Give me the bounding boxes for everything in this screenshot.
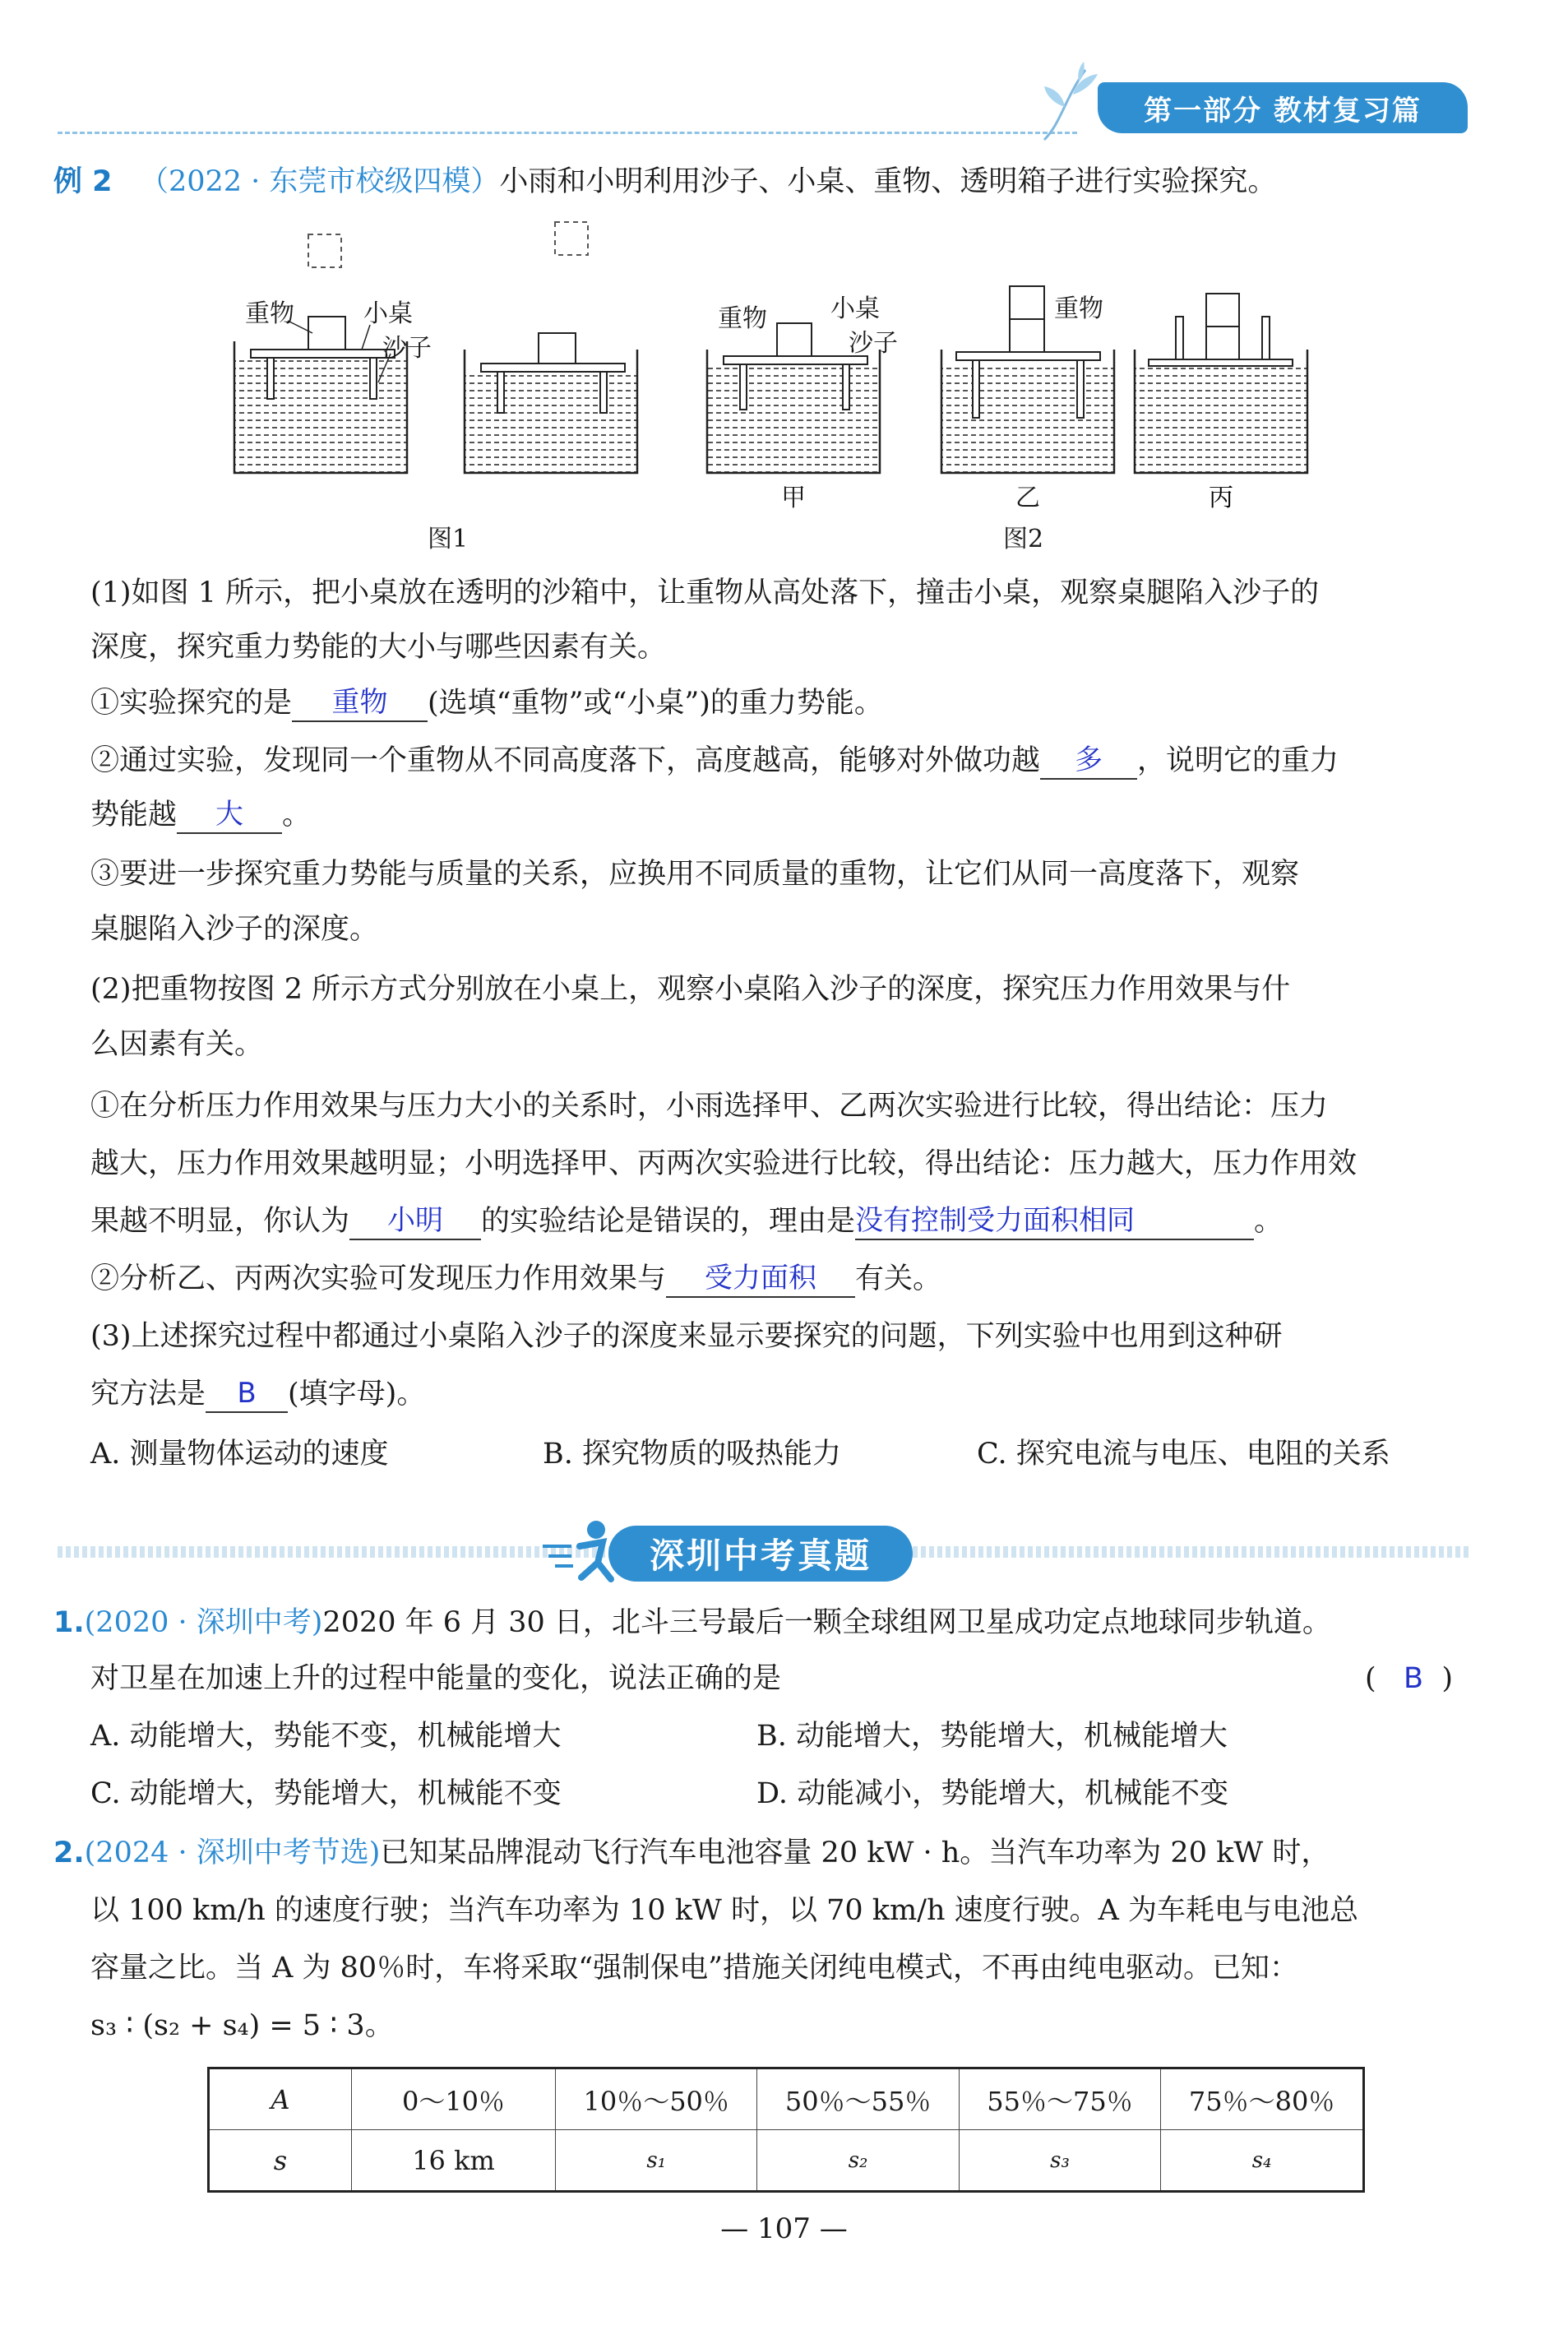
- header-divider: [58, 132, 1077, 134]
- example-stem: 小雨和小明利用沙子、小桌、重物、透明箱子进行实验探究。: [499, 165, 1277, 198]
- fig2-label-jia: 甲: [781, 484, 806, 512]
- table-cell: 50％～55％: [757, 2068, 959, 2130]
- question1-option-b: B. 动能增大，势能增大，机械能增大: [756, 1720, 1228, 1753]
- question1-option-d: D. 动能减小，势能增大，机械能不变: [756, 1777, 1229, 1810]
- question1-answer-bracket: [1365, 1660, 1453, 1698]
- part3-answer: B: [237, 1377, 257, 1410]
- part1-q1-text-a: ①实验探究的是: [90, 687, 293, 720]
- table-row: [209, 2068, 1364, 2130]
- table-cell: 10％～50％: [556, 2068, 757, 2130]
- fig1-setup-a: [234, 234, 432, 473]
- table-cell: 75％～80％: [1161, 2068, 1364, 2130]
- experiment-figure: [222, 210, 1126, 555]
- example-source: （2022 · 东莞市校级四模）: [139, 165, 500, 198]
- part1-q2-answer1: 多: [1075, 743, 1103, 776]
- part1-q2-text-d: 。: [282, 799, 312, 831]
- table-cell: s₄: [1161, 2130, 1364, 2192]
- table-cell: 0～10％: [352, 2068, 556, 2130]
- question2-line1: [53, 1834, 1330, 1872]
- part3-option-b: B. 探究物质的吸热能力: [543, 1438, 841, 1471]
- question1-answer: B: [1404, 1662, 1424, 1695]
- part2-q2: [90, 1260, 941, 1298]
- part2-q2-blank: [666, 1262, 855, 1298]
- fig2-label-sand: 沙子: [849, 329, 898, 358]
- part1-q1: [90, 684, 883, 722]
- part1-q2-text-a: ②通过实验，发现同一个重物从不同高度落下，高度越高，能够对外做功越: [90, 744, 1041, 777]
- part3-line1: (3)上述探究过程中都通过小桌陷入沙子的深度来显示要探究的问题，下列实验中也用到这种研: [90, 1320, 1283, 1353]
- part1-q2-line1: [90, 742, 1339, 780]
- table-cell: 55％～75％: [959, 2068, 1160, 2130]
- question2-line2: 以 100 km/h 的速度行驶；当汽车功率为 10 kW 时，以 70 km/h 速度行驶。A 为车耗电与电池总: [90, 1894, 1359, 1927]
- table-cell: 16 km: [352, 2130, 556, 2192]
- part1-q2-line2: [90, 796, 311, 834]
- question2-source: (2024 · 深圳中考节选): [84, 1837, 381, 1869]
- question1-line2: 对卫星在加速上升的过程中能量的变化，说法正确的是: [90, 1662, 782, 1695]
- part3-blank: [206, 1377, 288, 1413]
- table-row: [209, 2130, 1364, 2192]
- table-cell: A: [209, 2068, 352, 2130]
- part1-q2-text-c: 势能越: [90, 799, 178, 831]
- fig2-label-yi: 乙: [1015, 484, 1040, 512]
- fig2-setup-yi: [941, 286, 1114, 512]
- fig2-label-weight: 重物: [718, 304, 767, 333]
- fig2-setup-bing: [1131, 210, 1311, 522]
- part1-q3-line1: ③要进一步探究重力势能与质量的关系，应换用不同质量的重物，让它们从同一高度落下，观察: [90, 858, 1300, 891]
- section-banner: 深圳中考真题: [608, 1526, 913, 1582]
- question1-option-a: A. 动能增大，势能不变，机械能增大: [90, 1720, 562, 1753]
- fig2-caption: 图2: [1003, 525, 1044, 554]
- fig1-label-table: 小桌: [363, 299, 413, 328]
- fig1-label-weight: 重物: [245, 299, 294, 328]
- data-table: [207, 2067, 1365, 2193]
- question2-line3: 容量之比。当 A 为 80％时，车将采取“强制保电”措施关闭纯电模式，不再由纯电驱动。已知：: [90, 1952, 1298, 1985]
- part1-q1-text-b: (选填“重物”或“小桌”)的重力势能。: [428, 687, 883, 720]
- part2-q1-answer2: 没有控制受力面积相同: [855, 1204, 1136, 1237]
- part2-q1-blank1: [349, 1204, 481, 1240]
- part2-q1-answer1: 小明: [387, 1204, 444, 1237]
- bracket-open: (: [1365, 1662, 1376, 1695]
- part1-q3-line2: 桌腿陷入沙子的深度。: [90, 913, 379, 946]
- part2-intro-line2: 么因素有关。: [90, 1028, 264, 1061]
- part3-text-b: (填字母)。: [288, 1378, 426, 1411]
- fig1-caption: 图1: [428, 525, 469, 554]
- example-label: 例 2: [53, 165, 113, 198]
- fig2-setup-jia: [707, 294, 898, 512]
- part3-option-a: A. 测量物体运动的速度: [90, 1438, 389, 1471]
- part2-q1-line1: ①在分析压力作用效果与压力大小的关系时，小雨选择甲、乙两次实验进行比较，得出结论：压力: [90, 1090, 1329, 1123]
- part3-line2: [90, 1375, 425, 1413]
- fig2-label-weight-yi: 重物: [1054, 294, 1103, 323]
- question2-text1: 已知某品牌混动飞行汽车电池容量 20 kW · h。当汽车功率为 20 kW 时，: [380, 1837, 1330, 1869]
- part2-q1-blank2: [855, 1204, 1254, 1240]
- part3-text-a: 究方法是: [90, 1378, 206, 1411]
- part1-q2-blank1: [1040, 743, 1137, 780]
- part1-q2-blank2: [177, 798, 282, 834]
- part2-q1-line2: 越大，压力作用效果越明显；小明选择甲、丙两次实验进行比较，得出结论：压力越大，压力作用效: [90, 1147, 1358, 1180]
- part1-intro-line2: 深度，探究重力势能的大小与哪些因素有关。: [90, 631, 667, 664]
- table-cell: s₃: [959, 2130, 1160, 2192]
- fig1-setup-b: [465, 222, 637, 473]
- fig1-label-sand: 沙子: [382, 334, 432, 363]
- fig2-label-bing: 丙: [1209, 484, 1233, 512]
- part2-q1-line3: [90, 1202, 1283, 1240]
- question1-number: 1.: [53, 1606, 85, 1639]
- question1-option-c: C. 动能增大，势能增大，机械能不变: [90, 1777, 562, 1810]
- part3-option-c: C. 探究电流与电压、电阻的关系: [977, 1438, 1390, 1471]
- section-tag: 第一部分 教材复习篇: [1098, 82, 1468, 133]
- part1-q2-answer2: 大: [215, 798, 244, 831]
- table-cell: s₂: [757, 2130, 959, 2192]
- example-2-header: [53, 163, 1276, 201]
- question2-line4: s₃ ∶ (s₂ + s₄) = 5 ∶ 3。: [90, 2009, 394, 2042]
- part1-intro-line1: (1)如图 1 所示，把小桌放在透明的沙箱中，让重物从高处落下，撞击小桌，观察桌腿陷入沙子的: [90, 577, 1320, 609]
- part2-q2-answer: 受力面积: [705, 1262, 817, 1295]
- question1-line1: [53, 1604, 1331, 1642]
- table-cell: s: [209, 2130, 352, 2192]
- question1-text1: 2020 年 6 月 30 日，北斗三号最后一颗全球组网卫星成功定点地球同步轨道。: [322, 1606, 1331, 1639]
- fig2-label-table: 小桌: [830, 294, 880, 323]
- part2-intro-line1: (2)把重物按图 2 所示方式分别放在小桌上，观察小桌陷入沙子的深度，探究压力作用效果与什: [90, 973, 1291, 1006]
- part2-q2-text-a: ②分析乙、丙两次实验可发现压力作用效果与: [90, 1262, 667, 1295]
- page-number: — 107 —: [720, 2212, 848, 2245]
- table-cell: s₁: [556, 2130, 757, 2192]
- part1-q2-text-b: ，说明它的重力: [1137, 744, 1339, 777]
- part2-q1-text-c: 。: [1254, 1205, 1284, 1238]
- part1-q1-answer: 重物: [331, 686, 388, 719]
- part2-q1-text-a: 果越不明显，你认为: [90, 1205, 350, 1238]
- question2-number: 2.: [53, 1837, 85, 1869]
- part2-q1-text-b: 的实验结论是错误的，理由是: [481, 1205, 856, 1238]
- question1-source: (2020 · 深圳中考): [84, 1606, 323, 1639]
- bracket-close: ): [1441, 1662, 1453, 1695]
- part2-q2-text-b: 有关。: [855, 1262, 942, 1295]
- part1-q1-blank: [292, 686, 428, 722]
